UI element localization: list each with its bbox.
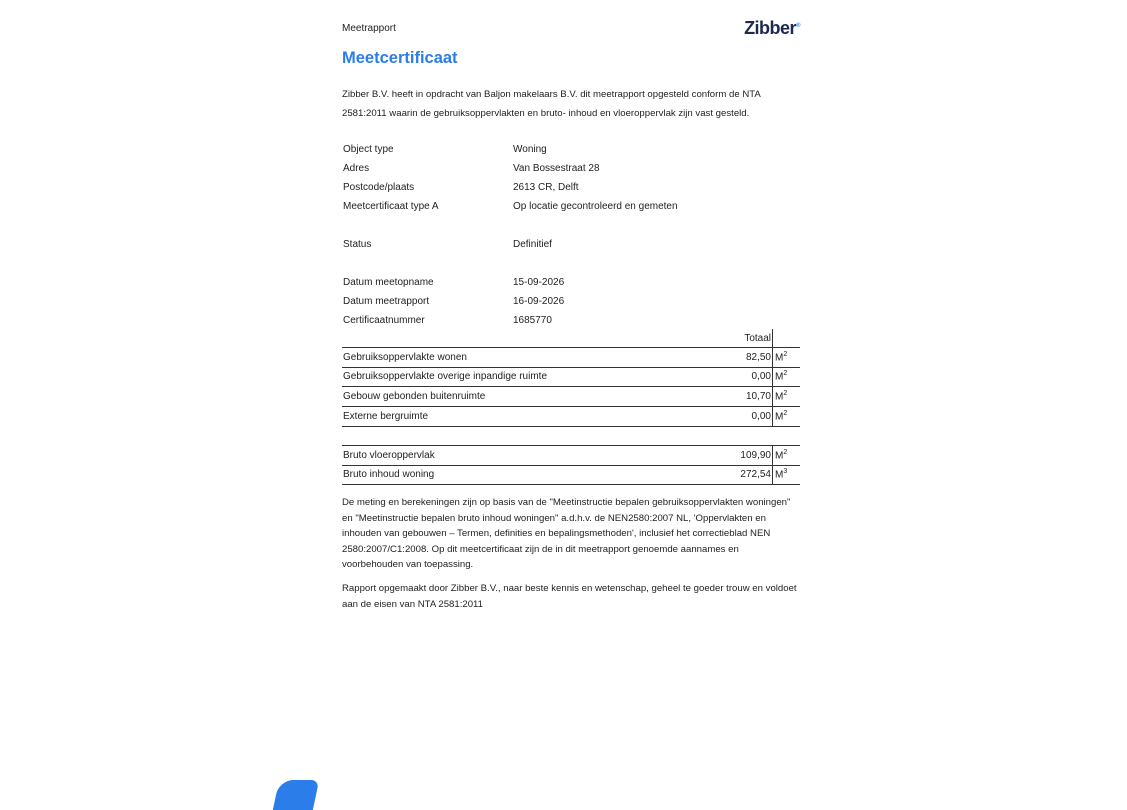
unit-exponent: 3	[783, 468, 788, 475]
row-value: 272,54	[740, 469, 771, 480]
row-value: 10,70	[745, 391, 771, 402]
unit-exponent: 2	[783, 449, 788, 456]
unit-base: M	[775, 352, 784, 364]
info-value: Definitief	[513, 239, 552, 250]
methodology-paragraph: De meting en berekeningen zijn op basis van de "Meetinstructie bepalen gebruiksoppervlakten woningen" en "Meetinstructie bepalen bruto inhoud woningen" a.d.h.v. de NEN2580:2007 NL, 'Oppervlakten en inhouden van gebouwen – Termen, definities en bepalingsmethoden', inclusief het correctieblad NEN 2580:2007/C1:2008. Op dit meetcertificaat zijn de in dit meetrapport genoemde aannames en voorbehouden van toepassing.	[342, 497, 791, 570]
info-value: 2613 CR, Delft	[513, 182, 579, 193]
column-divider	[772, 367, 773, 386]
table-header	[342, 329, 800, 348]
row-value: 0,00	[751, 411, 771, 422]
row-unit	[775, 449, 787, 461]
info-label: Postcode/plaats	[343, 182, 415, 193]
row-unit	[775, 351, 787, 363]
unit-exponent: 2	[783, 370, 788, 377]
unit-exponent: 2	[783, 410, 788, 417]
info-value: 15-09-2026	[513, 277, 565, 288]
info-label: Meetcertificaat type A	[343, 201, 439, 212]
unit-exponent: 2	[783, 390, 788, 397]
unit-base: M	[775, 391, 784, 403]
row-value: 82,50	[745, 352, 771, 363]
info-row-adres	[342, 159, 800, 178]
corner-decoration	[273, 780, 319, 810]
zibber-logo	[744, 18, 800, 39]
row-label: Gebouw gebonden buitenruimte	[343, 391, 486, 402]
page-title: Meetcertificaat	[342, 49, 458, 67]
info-value: Woning	[513, 144, 547, 155]
header-label: Meetrapport	[342, 23, 396, 34]
row-value: 109,90	[740, 450, 771, 461]
column-divider	[772, 348, 773, 367]
row-unit	[775, 468, 787, 480]
logo-text: Zibber	[744, 18, 797, 38]
info-value: Op locatie gecontroleerd en gemeten	[513, 201, 678, 212]
row-label: Externe bergruimte	[343, 411, 429, 422]
table-row	[342, 367, 800, 387]
unit-exponent: 2	[783, 351, 788, 358]
row-unit	[775, 410, 787, 422]
table-row	[342, 445, 800, 466]
info-label: Object type	[343, 144, 394, 155]
row-label: Gebruiksoppervlakte wonen	[343, 352, 467, 363]
info-label: Certificaatnummer	[343, 315, 425, 326]
row-label: Gebruiksoppervlakte overige inpandige ruimte	[343, 371, 548, 382]
info-row-certificate-type	[342, 197, 800, 216]
row-label: Bruto vloeroppervlak	[343, 450, 435, 461]
intro-paragraph: Zibber B.V. heeft in opdracht van Baljon makelaars B.V. dit meetrapport opgesteld conform de NTA 2581:2011 waarin de gebruiksoppervlakten en bruto- inhoud en vloeroppervlak zijn vast gesteld.	[342, 89, 761, 119]
column-divider	[772, 465, 773, 484]
info-row-postcode	[342, 178, 800, 197]
row-unit	[775, 390, 787, 402]
info-row-object-type	[342, 140, 800, 159]
info-label: Status	[343, 239, 372, 250]
info-label: Datum meetopname	[343, 277, 434, 288]
unit-base: M	[775, 371, 784, 383]
totaal-header: Totaal	[744, 333, 771, 344]
info-value: 16-09-2026	[513, 296, 565, 307]
column-divider	[772, 407, 773, 426]
info-row-datum-meetopname	[342, 273, 800, 292]
logo-registered-mark: ®	[796, 23, 800, 29]
table-row	[342, 465, 800, 485]
info-value: Van Bossestraat 28	[513, 163, 600, 174]
table-row	[342, 347, 800, 368]
info-row-certificaatnummer	[342, 311, 800, 330]
info-row-datum-meetrapport	[342, 292, 800, 311]
unit-base: M	[775, 450, 784, 462]
unit-base: M	[775, 411, 784, 423]
info-value: 1685770	[513, 315, 552, 326]
column-divider	[772, 387, 773, 406]
unit-base: M	[775, 469, 784, 481]
info-label: Datum meetrapport	[343, 296, 430, 307]
table-row	[342, 387, 800, 407]
row-value: 0,00	[751, 371, 771, 382]
table-row	[342, 407, 800, 427]
row-unit	[775, 370, 787, 382]
closing-paragraph: Rapport opgemaakt door Zibber B.V., naar beste kennis en wetenschap, geheel te goeder trouw en voldoet aan de eisen van NTA 2581:2011	[342, 583, 797, 610]
column-divider	[772, 446, 773, 465]
info-row-status	[342, 235, 800, 254]
info-label: Adres	[343, 163, 370, 174]
row-label: Bruto inhoud woning	[343, 469, 435, 480]
